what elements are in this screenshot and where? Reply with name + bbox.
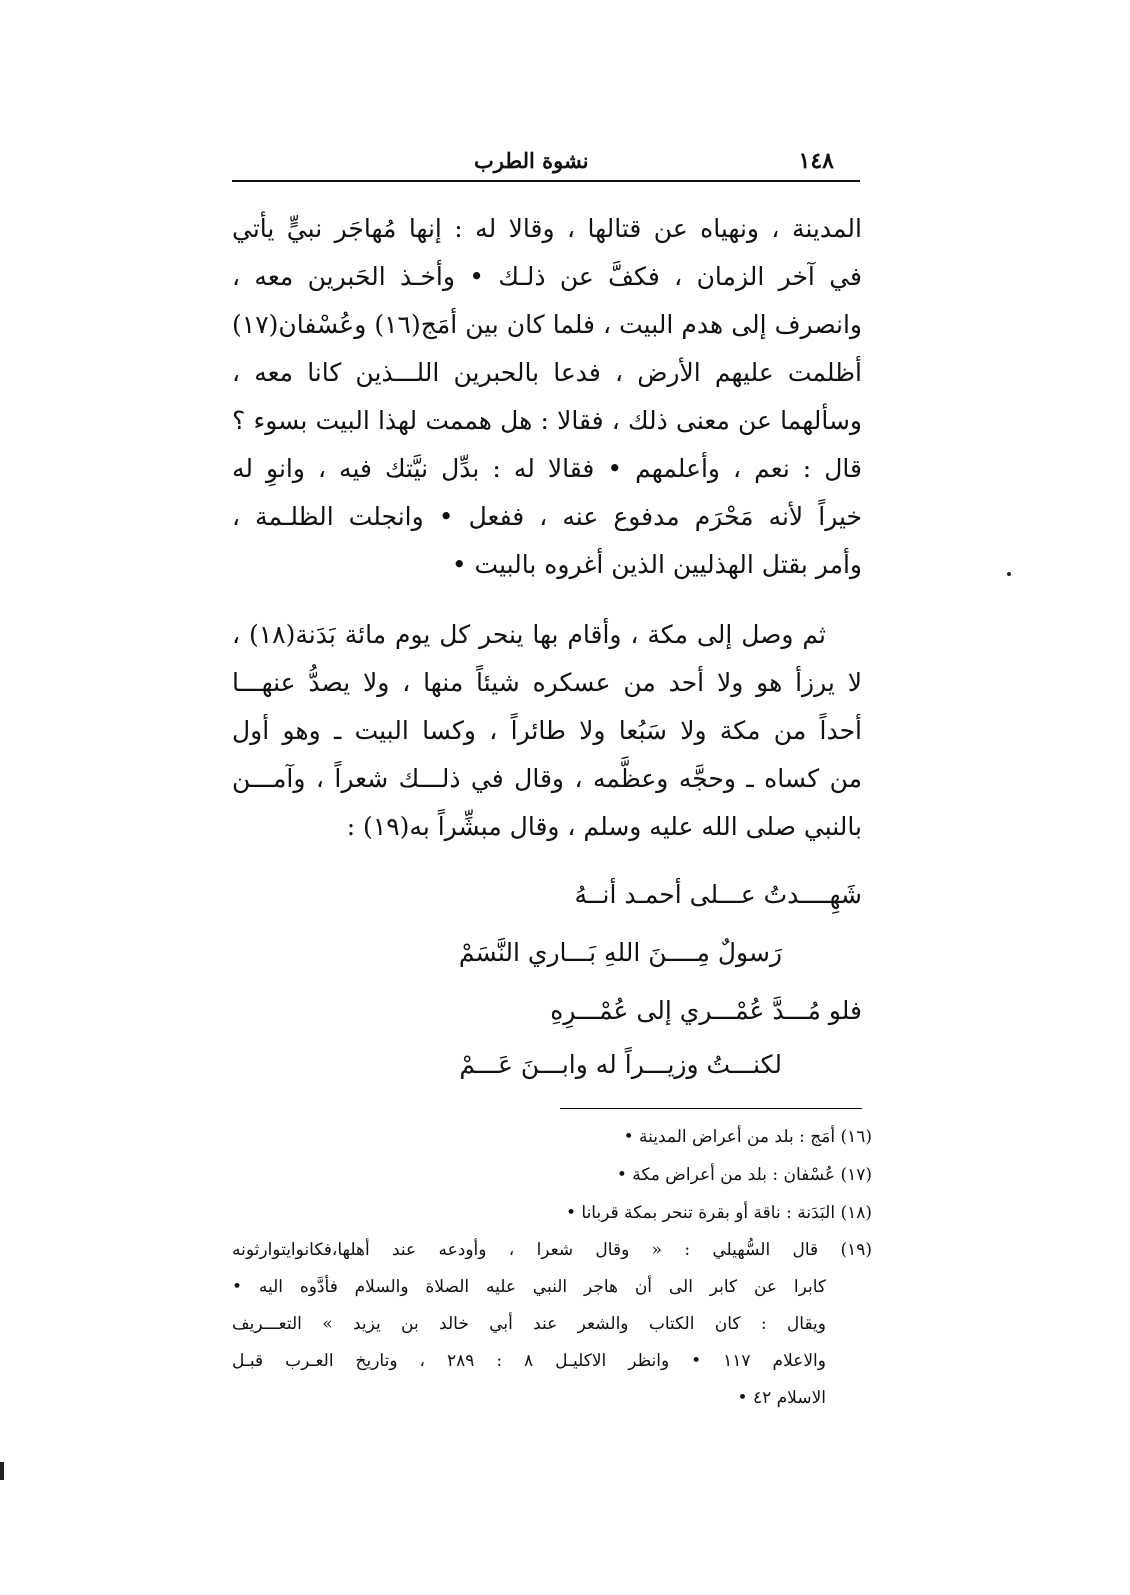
paragraph-1 [232,205,862,589]
text-line: ثم وصل إلى مكة ، وأقام بها ينحر كل يوم مائة بَدَنة(١٨) ، [232,620,826,649]
footnote-line: والاعلام ١١٧ • وانظر الاكليـل ٨ : ٢٨٩ ، وتاريخ العـرب قبـل [232,1351,826,1371]
text-line: أحداً من مكة ولا سَبُعا ولا طائراً ، وكسا البيت ـ وهو أول [232,716,862,745]
text-line: وانصرف إلى هدم البيت ، فلما كان بين أمَج(١٦) وعُسْفان(١٧) [232,310,862,339]
poem-line: فلو مُـــدَّ عُمْـــري إلى عُمْـــرِهِ [550,996,862,1025]
footnote-line: ويقال : كان الكتاب والشعر عند أبي خالد بن يزيد » التعـــريف [232,1314,826,1334]
footnote-17: (١٧) عُسْفان : بلد من أعراض مكة • [616,1165,872,1185]
footnote-line: (١٩) قال السُّهيلي : « وقال شعرا ، وأودعه عند أهلها،فكانوايتوارثونه [232,1240,872,1260]
footnotes [232,1118,872,1417]
text-line: من كساه ـ وحجَّه وعظَّمه ، وقال في ذلـــك شعراً ، وآمـــن [232,764,862,793]
text-line: وسألهما عن معنى ذلك ، فقالا : هل هممت لهذا البيت بسوء ؟ [232,406,862,435]
footnote-18: (١٨) البَدَنة : ناقة أو بقرة تنحر بمكة قربانا • [565,1203,872,1223]
text-line: قال : نعم ، وأعلمهم • فقالا له : بدِّل نيَّتك فيه ، وانوِ له [232,454,862,483]
text-line: المدينة ، ونهياه عن قتالها ، وقالا له : إنها مُهاجَر نبيٍّ يأتي [232,214,862,243]
footnote-line: كابرا عن كابر الى أن هاجر النبي عليه الصلاة والسلام فأدَّوه اليه • [232,1277,826,1297]
poem-line: شَهِــــدتُ عـــلى أحمـد أنــهُ [574,880,862,909]
footnote-19 [232,1232,872,1417]
poem-line: لكنـــتُ وزيـــراً له وابـــنَ عَـــمْ [459,1050,782,1079]
header-rule [232,180,860,182]
text-line: في آخر الزمان ، فكفَّ عن ذلـك • وأخـذ الحَبرين معه ، [232,262,862,291]
scan-edge-mark [0,1462,4,1480]
text-line: لا يرزأ هو ولا أحد من عسكره شيئاً منها ، ولا يصدُّ عنهـــا [232,668,862,697]
page-number: ١٤٨ [798,148,834,174]
text-line: أظلمت عليهم الأرض ، فدعا بالحبرين اللـــذين كانا معه ، [232,358,862,387]
footnote-line: الاسلام ٤٢ • [737,1388,826,1408]
footnote-rule [560,1108,862,1109]
text-line: وأمر بقتل الهذليين الذين أغروه بالبيت • [451,550,862,579]
page-header [232,142,860,182]
margin-dot [1007,572,1011,576]
footnote-16: (١٦) أمَج : بلد من أعراض المدينة • [623,1127,872,1147]
paragraph-2 [232,611,862,851]
text-line: خيراً لأنه مَحْرَم مدفوع عنه ، ففعل • وانجلت الظلـمة ، [232,502,862,531]
poem-line: رَسولٌ مِــــنَ اللهِ بَـــاري النَّسَمْ [458,938,782,967]
text-line: بالنبي صلى الله عليه وسلم ، وقال مبشِّراً به(١٩) : [346,812,862,841]
running-title: نشوة الطرب [474,148,589,173]
